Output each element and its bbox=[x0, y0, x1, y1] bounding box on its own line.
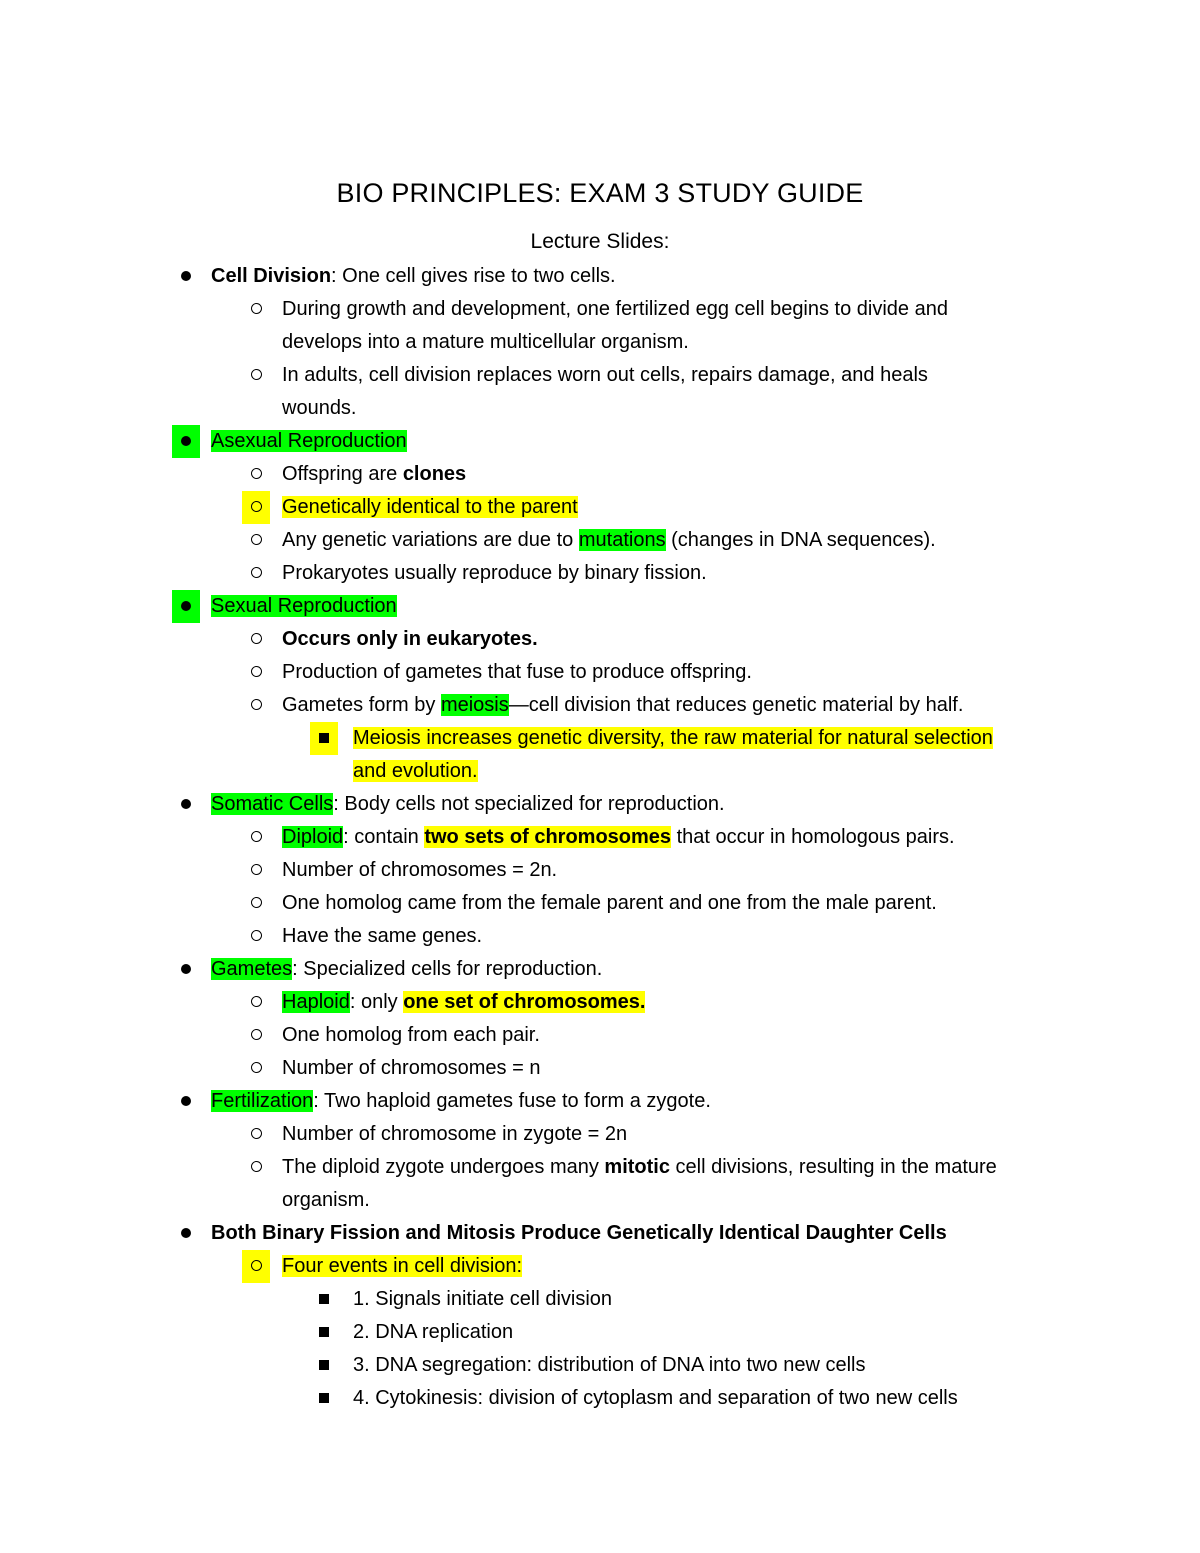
text-segment: : Two haploid gametes fuse to form a zygote. bbox=[313, 1090, 711, 1112]
text-segment: Four events in cell division: bbox=[282, 1255, 523, 1277]
bullet-circle-icon bbox=[242, 887, 270, 920]
list-item-text bbox=[211, 1085, 711, 1118]
text-segment: In adults, cell division replaces worn out cells, repairs damage, and heals bbox=[282, 364, 928, 386]
text-segment: Gametes bbox=[211, 958, 293, 980]
page-subtitle: Lecture Slides: bbox=[530, 230, 670, 253]
text-segment: Fertilization bbox=[211, 1090, 314, 1112]
list-item-text bbox=[353, 722, 993, 755]
text-segment: One homolog from each pair. bbox=[282, 1024, 540, 1046]
text-segment: Meiosis increases genetic diversity, the raw material for natural selection bbox=[353, 727, 993, 749]
list-item-text bbox=[353, 755, 478, 788]
text-segment: Diploid bbox=[282, 826, 344, 848]
text-segment: 3. DNA segregation: distribution of DNA into two new cells bbox=[353, 1354, 866, 1376]
text-segment: : Specialized cells for reproduction. bbox=[292, 958, 603, 980]
list-item-level-2 bbox=[0, 491, 1200, 524]
bullet-dot-icon bbox=[172, 590, 200, 623]
list-item-level-2 bbox=[0, 458, 1200, 491]
list-item-text bbox=[282, 359, 928, 392]
list-item-text bbox=[353, 1283, 612, 1316]
list-item-level-2 bbox=[0, 1052, 1200, 1085]
text-segment: mutations bbox=[578, 529, 666, 551]
text-segment: —cell division that reduces genetic material by half. bbox=[508, 694, 964, 716]
bullet-circle-icon bbox=[242, 623, 270, 656]
text-segment: 1. Signals initiate cell division bbox=[353, 1288, 613, 1310]
list-item-continuation bbox=[0, 1184, 1200, 1217]
bullet-circle-icon bbox=[242, 524, 270, 557]
list-item-text bbox=[282, 887, 937, 920]
bullet-circle-icon bbox=[242, 1151, 270, 1184]
bullet-circle-icon bbox=[242, 293, 270, 326]
list-item-text bbox=[282, 689, 963, 722]
list-item-text bbox=[282, 821, 955, 854]
list-item-text bbox=[211, 425, 407, 458]
bullet-dot-icon bbox=[172, 953, 200, 986]
list-item-text bbox=[282, 986, 645, 1019]
text-segment: Genetically identical to the parent bbox=[282, 496, 578, 518]
list-item-text bbox=[211, 260, 616, 293]
list-item-text bbox=[282, 326, 689, 359]
text-segment: Haploid bbox=[282, 991, 350, 1013]
bullet-square-icon bbox=[310, 722, 338, 755]
list-item-continuation bbox=[0, 755, 1200, 788]
list-item-text bbox=[282, 920, 482, 953]
list-item-text bbox=[282, 1184, 370, 1217]
text-segment: that occur in homologous pairs. bbox=[671, 826, 955, 848]
list-item-text bbox=[282, 491, 578, 524]
list-item-level-2 bbox=[0, 293, 1200, 326]
text-segment: Both Binary Fission and Mitosis Produce Genetically Identical Daughter Cells bbox=[211, 1222, 947, 1244]
text-segment: Gametes form by bbox=[282, 694, 441, 716]
text-segment: Production of gametes that fuse to produce offspring. bbox=[282, 661, 752, 683]
bullet-circle-icon bbox=[242, 359, 270, 392]
text-segment: : only bbox=[349, 991, 404, 1013]
bullet-circle-icon bbox=[242, 557, 270, 590]
text-segment: one set of chromosomes. bbox=[403, 991, 646, 1013]
text-segment: Offspring are bbox=[282, 463, 403, 485]
text-segment: clones bbox=[402, 463, 467, 485]
list-item-text bbox=[211, 590, 397, 623]
list-item-text bbox=[282, 1151, 997, 1184]
list-item-level-3 bbox=[0, 1316, 1200, 1349]
text-segment: develops into a mature multicellular organism. bbox=[282, 331, 689, 353]
list-item-continuation bbox=[0, 392, 1200, 425]
text-segment: 2. DNA replication bbox=[353, 1321, 514, 1343]
list-item-text bbox=[282, 1118, 627, 1151]
text-segment: Somatic Cells bbox=[211, 793, 334, 815]
text-segment: wounds. bbox=[282, 397, 357, 419]
text-segment: Any genetic variations are due to bbox=[282, 529, 579, 551]
list-item-level-1 bbox=[0, 953, 1200, 986]
bullet-circle-icon bbox=[242, 1118, 270, 1151]
bullet-circle-icon bbox=[242, 1250, 270, 1283]
bullet-circle-icon bbox=[242, 1052, 270, 1085]
list-item-level-2 bbox=[0, 821, 1200, 854]
bullet-circle-icon bbox=[242, 821, 270, 854]
list-item-level-1 bbox=[0, 1217, 1200, 1250]
text-segment: Prokaryotes usually reproduce by binary fission. bbox=[282, 562, 707, 584]
text-segment: cell divisions, resulting in the mature bbox=[669, 1156, 997, 1178]
list-item-text bbox=[282, 293, 948, 326]
list-item-text bbox=[282, 656, 752, 689]
list-item-text bbox=[353, 1349, 865, 1382]
text-segment: meiosis bbox=[440, 694, 509, 716]
bullet-dot-icon bbox=[172, 1085, 200, 1118]
list-item-continuation bbox=[0, 326, 1200, 359]
bullet-circle-icon bbox=[242, 656, 270, 689]
list-item-level-3 bbox=[0, 1382, 1200, 1415]
list-item-level-2 bbox=[0, 557, 1200, 590]
list-item-level-3 bbox=[0, 1349, 1200, 1382]
list-item-text bbox=[282, 458, 466, 491]
outline-list bbox=[0, 260, 1200, 1415]
text-segment: Sexual Reproduction bbox=[211, 595, 397, 617]
text-segment: (changes in DNA sequences). bbox=[665, 529, 936, 551]
bullet-circle-icon bbox=[242, 1019, 270, 1052]
list-item-text bbox=[211, 953, 602, 986]
list-item-level-1 bbox=[0, 590, 1200, 623]
list-item-text bbox=[282, 623, 538, 656]
bullet-square-icon bbox=[310, 1316, 338, 1349]
list-item-level-3 bbox=[0, 1283, 1200, 1316]
bullet-square-icon bbox=[310, 1283, 338, 1316]
list-item-text bbox=[282, 1250, 522, 1283]
list-item-level-2 bbox=[0, 656, 1200, 689]
list-item-text bbox=[282, 557, 707, 590]
bullet-dot-icon bbox=[172, 788, 200, 821]
text-segment: Cell Division bbox=[211, 265, 332, 287]
text-segment: Number of chromosomes = 2n. bbox=[282, 859, 558, 881]
bullet-circle-icon bbox=[242, 491, 270, 524]
text-segment: and evolution. bbox=[353, 760, 478, 782]
bullet-dot-icon bbox=[172, 425, 200, 458]
text-segment: mitotic bbox=[604, 1156, 670, 1178]
list-item-level-1 bbox=[0, 260, 1200, 293]
bullet-dot-icon bbox=[172, 1217, 200, 1250]
list-item-text bbox=[282, 854, 557, 887]
list-item-level-2 bbox=[0, 1019, 1200, 1052]
text-segment: One homolog came from the female parent and one from the male parent. bbox=[282, 892, 937, 914]
list-item-level-1 bbox=[0, 788, 1200, 821]
list-item-text bbox=[353, 1316, 513, 1349]
list-item-level-1 bbox=[0, 1085, 1200, 1118]
text-segment: Occurs only in eukaryotes. bbox=[282, 628, 538, 650]
list-item-level-2 bbox=[0, 524, 1200, 557]
list-item-level-2 bbox=[0, 887, 1200, 920]
list-item-level-1 bbox=[0, 425, 1200, 458]
text-segment: : contain bbox=[343, 826, 425, 848]
list-item-level-2 bbox=[0, 1151, 1200, 1184]
text-segment: The diploid zygote undergoes many bbox=[282, 1156, 605, 1178]
bullet-circle-icon bbox=[242, 986, 270, 1019]
list-item-level-2 bbox=[0, 689, 1200, 722]
list-item-level-2 bbox=[0, 1250, 1200, 1283]
list-item-text bbox=[353, 1382, 958, 1415]
list-item-text bbox=[211, 788, 725, 821]
text-segment: two sets of chromosomes bbox=[424, 826, 672, 848]
list-item-level-2 bbox=[0, 1118, 1200, 1151]
list-item-level-2 bbox=[0, 920, 1200, 953]
list-item-text bbox=[282, 392, 357, 425]
text-segment: organism. bbox=[282, 1189, 370, 1211]
list-item-level-2 bbox=[0, 623, 1200, 656]
text-segment: 4. Cytokinesis: division of cytoplasm and separation of two new cells bbox=[353, 1387, 958, 1409]
page-title: BIO PRINCIPLES: EXAM 3 STUDY GUIDE bbox=[336, 178, 864, 208]
bullet-circle-icon bbox=[242, 689, 270, 722]
list-item-text bbox=[211, 1217, 947, 1250]
text-segment: Number of chromosome in zygote = 2n bbox=[282, 1123, 628, 1145]
list-item-level-3 bbox=[0, 722, 1200, 755]
list-item-text bbox=[282, 1052, 540, 1085]
text-segment: : One cell gives rise to two cells. bbox=[331, 265, 616, 287]
bullet-circle-icon bbox=[242, 920, 270, 953]
bullet-square-icon bbox=[310, 1382, 338, 1415]
bullet-dot-icon bbox=[172, 260, 200, 293]
list-item-level-2 bbox=[0, 359, 1200, 392]
bullet-circle-icon bbox=[242, 854, 270, 887]
bullet-square-icon bbox=[310, 1349, 338, 1382]
text-segment: Asexual Reproduction bbox=[211, 430, 407, 452]
list-item-level-2 bbox=[0, 854, 1200, 887]
list-item-level-2 bbox=[0, 986, 1200, 1019]
text-segment: Number of chromosomes = n bbox=[282, 1057, 541, 1079]
text-segment: Have the same genes. bbox=[282, 925, 483, 947]
text-segment: : Body cells not specialized for reproduction. bbox=[333, 793, 725, 815]
list-item-text bbox=[282, 524, 936, 557]
bullet-circle-icon bbox=[242, 458, 270, 491]
text-segment: During growth and development, one fertilized egg cell begins to divide and bbox=[282, 298, 948, 320]
list-item-text bbox=[282, 1019, 540, 1052]
